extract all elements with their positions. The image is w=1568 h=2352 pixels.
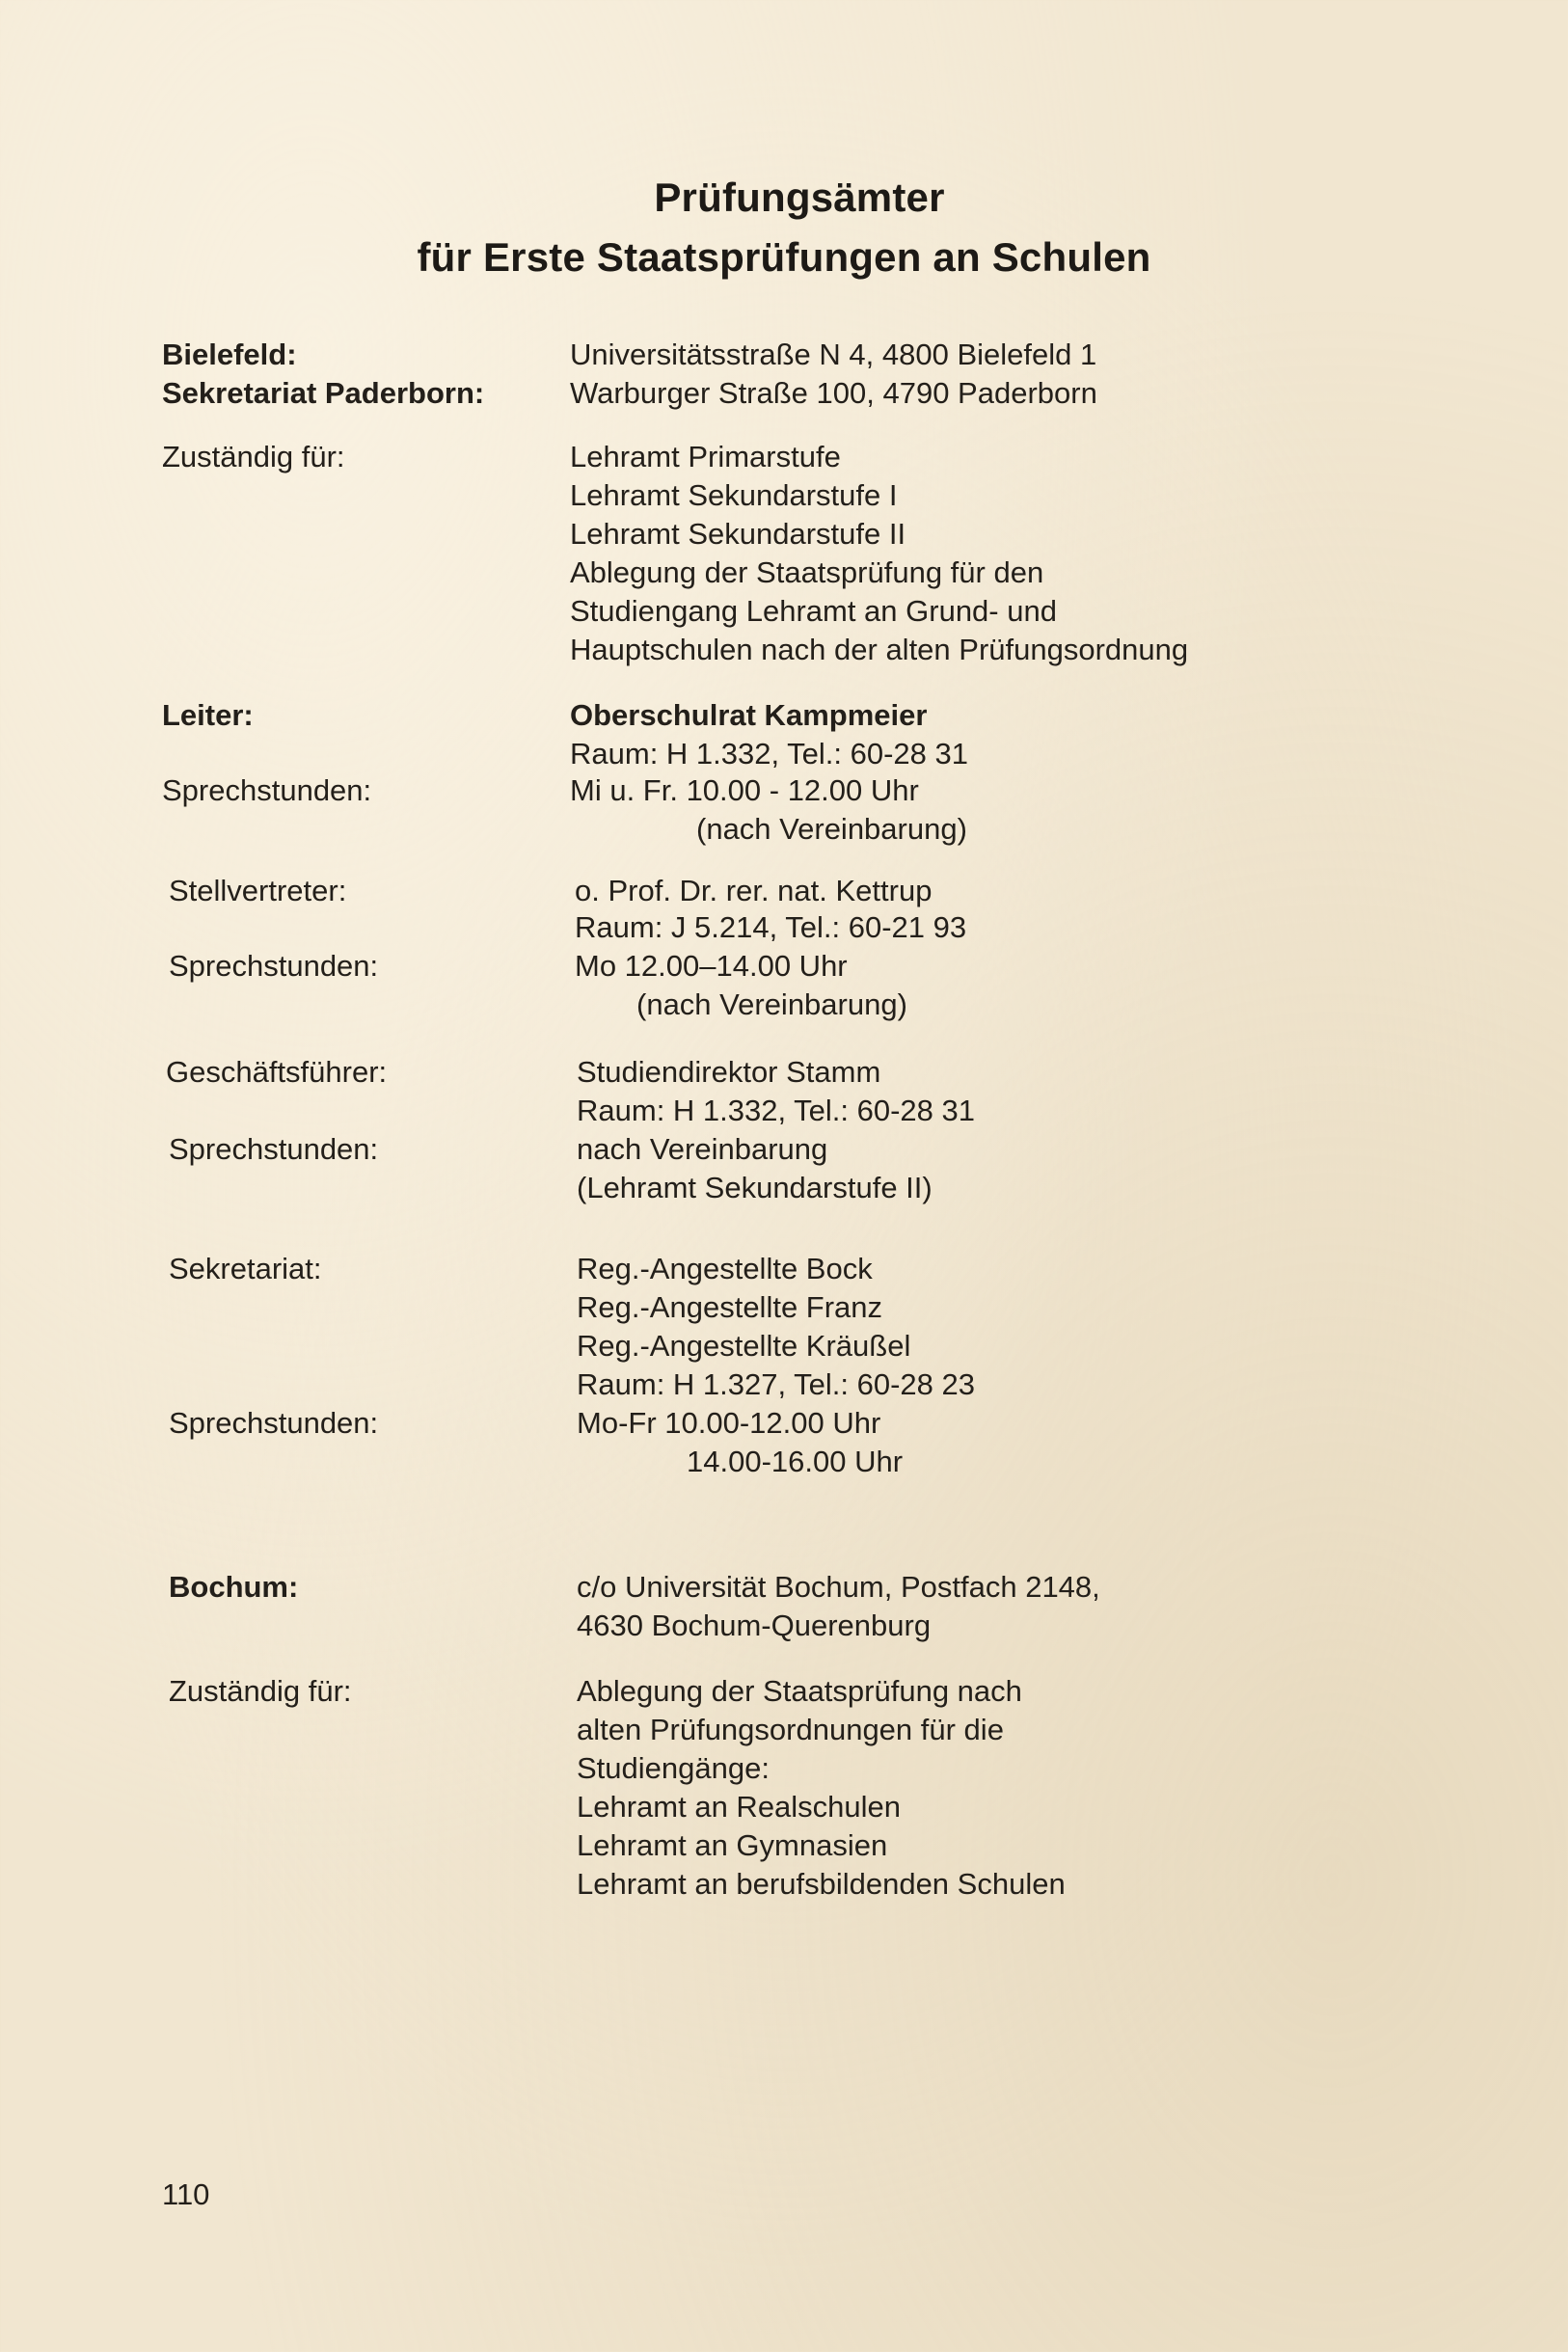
deputy-room: Raum: J 5.214, Tel.: 60-21 93 <box>575 910 967 944</box>
manager-name: Studiendirektor Stamm <box>577 1055 881 1089</box>
secretariat-staff-member: Reg.-Angestellte Kräußel <box>577 1329 911 1363</box>
bielefeld-label: Bielefeld: <box>162 338 297 371</box>
bielefeld-address: Universitätsstraße N 4, 4800 Bielefeld 1 <box>570 338 1097 371</box>
deputy-hours-label: Sprechstunden: <box>169 949 379 983</box>
leiter-room: Raum: H 1.332, Tel.: 60-28 31 <box>570 737 969 770</box>
bochum-label: Bochum: <box>169 1570 299 1604</box>
leiter-hours-label: Sprechstunden: <box>162 773 372 807</box>
deputy-label: Stellvertreter: <box>169 874 347 907</box>
secretariat-hours-2: 14.00-16.00 Uhr <box>687 1445 904 1478</box>
bielefeld-responsible-item: Ablegung der Staatsprüfung für den <box>570 555 1044 589</box>
bochum-responsible-item: Lehramt an berufsbildenden Schulen <box>577 1867 1066 1901</box>
page-number: 110 <box>162 2177 210 2211</box>
bielefeld-responsible-item: Lehramt Primarstufe <box>570 440 841 473</box>
secretariat-hours-1: Mo-Fr 10.00-12.00 Uhr <box>577 1406 881 1440</box>
deputy-name: o. Prof. Dr. rer. nat. Kettrup <box>575 874 933 907</box>
bochum-address-line-2: 4630 Bochum-Querenburg <box>577 1609 932 1642</box>
bielefeld-responsible-item: Hauptschulen nach der alten Prüfungsordnung <box>570 633 1189 666</box>
leiter-name: Oberschulrat Kampmeier <box>570 698 928 732</box>
secretariat-staff-label: Sekretariat: <box>169 1252 322 1285</box>
leiter-label: Leiter: <box>162 698 254 732</box>
bochum-responsible-item: Ablegung der Staatsprüfung nach <box>577 1674 1022 1708</box>
manager-hours-note: (Lehramt Sekundarstufe II) <box>577 1171 933 1204</box>
bochum-responsible-item: Lehramt an Realschulen <box>577 1790 902 1824</box>
bielefeld-responsible-item: Studiengang Lehramt an Grund- und <box>570 594 1057 628</box>
secretariat-staff-member: Reg.-Angestellte Franz <box>577 1290 883 1324</box>
manager-room: Raum: H 1.332, Tel.: 60-28 31 <box>577 1094 976 1127</box>
manager-hours: nach Vereinbarung <box>577 1132 828 1166</box>
secretariat-paderborn-address: Warburger Straße 100, 4790 Paderborn <box>570 376 1097 410</box>
secretariat-hours-label: Sprechstunden: <box>169 1406 379 1440</box>
bochum-responsible-item: Lehramt an Gymnasien <box>577 1828 888 1862</box>
bielefeld-responsible-item: Lehramt Sekundarstufe II <box>570 517 906 551</box>
page-title-line-1: Prüfungsämter <box>654 175 945 220</box>
page-title-line-2: für Erste Staatsprüfungen an Schulen <box>417 234 1151 280</box>
bochum-responsible-item: alten Prüfungsordnungen für die <box>577 1713 1004 1746</box>
bochum-responsible-label: Zuständig für: <box>169 1674 352 1708</box>
leiter-hours-note: (nach Vereinbarung) <box>696 812 967 846</box>
secretariat-staff-member: Reg.-Angestellte Bock <box>577 1252 873 1285</box>
bielefeld-responsible-item: Lehramt Sekundarstufe I <box>570 478 898 512</box>
manager-label: Geschäftsführer: <box>166 1055 388 1089</box>
bochum-responsible-item: Studiengänge: <box>577 1751 770 1785</box>
bochum-address-line-1: c/o Universität Bochum, Postfach 2148, <box>577 1570 1100 1604</box>
manager-hours-label: Sprechstunden: <box>169 1132 379 1166</box>
leiter-hours: Mi u. Fr. 10.00 - 12.00 Uhr <box>570 773 919 807</box>
deputy-hours-note: (nach Vereinbarung) <box>636 987 907 1021</box>
secretariat-paderborn-label: Sekretariat Paderborn: <box>162 376 485 410</box>
secretariat-room: Raum: H 1.327, Tel.: 60-28 23 <box>577 1367 976 1401</box>
deputy-hours: Mo 12.00–14.00 Uhr <box>575 949 848 983</box>
bielefeld-responsible-label: Zuständig für: <box>162 440 345 473</box>
